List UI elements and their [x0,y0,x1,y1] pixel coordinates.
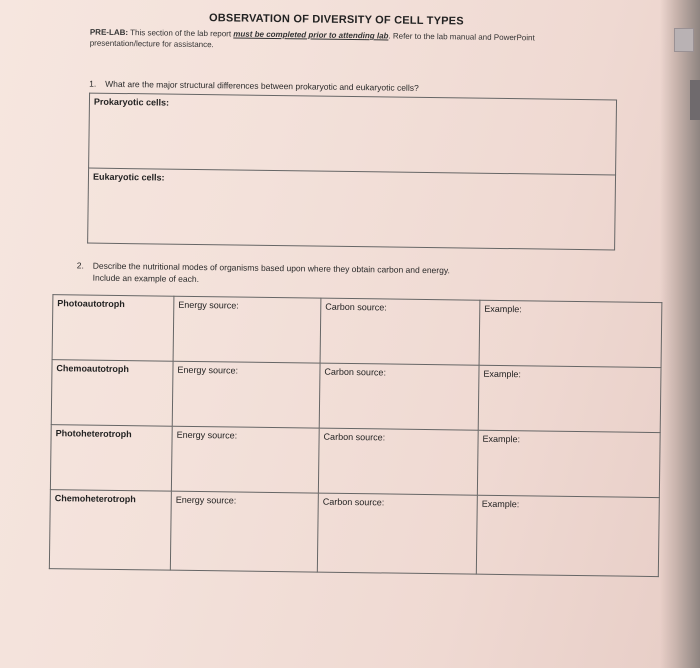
example-cell[interactable] [478,365,661,432]
eukaryotic-answer-cell[interactable] [88,168,616,250]
mode-label: Chemoheterotroph [49,490,171,571]
worksheet-title: OBSERVATION OF DIVERSITY OF CELL TYPES [208,12,464,28]
energy-source-cell[interactable] [170,491,318,572]
table-row [49,490,659,577]
carbon-source-cell[interactable] [317,493,477,574]
table-row [89,93,617,175]
question-number: 2. [76,260,84,271]
mode-label: Photoheterotroph [50,425,172,492]
prelab-text-end: . Refer to the lab manual and PowerPoint presentation/lecture for assistance. [89,31,535,50]
example-label: Example: [481,498,520,510]
carbon-source-cell[interactable] [319,363,479,430]
question-1-table [87,93,617,251]
energy-source-label: Energy source: [175,494,237,506]
mode-label: Chemoautotroph [51,360,173,427]
energy-source-label: Energy source: [178,299,239,311]
example-label: Example: [482,433,521,445]
carbon-source-label: Carbon source: [324,366,387,378]
row-label: Eukaryotic cells: [92,171,165,183]
question-text-continued: Include an example of each. [92,272,200,285]
energy-source-cell[interactable] [173,296,321,363]
prelab-emphasis: must be completed prior to attending lab [233,29,389,41]
energy-source-cell[interactable] [172,361,320,428]
row-label: Prokaryotic cells: [93,96,170,108]
energy-source-label: Energy source: [177,364,239,376]
table-row [52,295,662,368]
example-cell[interactable] [476,495,659,576]
carbon-source-label: Carbon source: [325,301,387,313]
energy-source-label: Energy source: [176,429,238,441]
carbon-source-label: Carbon source: [322,496,385,508]
carbon-source-label: Carbon source: [323,431,386,443]
table-row [51,360,661,433]
question-2 [77,259,617,290]
example-label: Example: [483,368,522,380]
prelab-text: This section of the lab report [128,28,234,39]
example-cell[interactable] [477,430,660,497]
prelab-label: PRE-LAB: [89,27,129,38]
energy-source-cell[interactable] [171,426,319,493]
table-row [50,425,660,498]
nutritional-modes-table [49,294,663,577]
question-text: What are the major structural differences between prokaryotic and eukaryotic cells? [105,78,419,93]
question-number: 1. [89,78,97,89]
prelab-instructions [90,27,570,55]
question-text: Describe the nutritional modes of organisms based upon where they obtain carbon and energy. [92,260,450,276]
mode-label: Photoautotroph [52,295,174,362]
table-row [88,168,616,250]
carbon-source-cell[interactable] [318,428,478,495]
prokaryotic-answer-cell[interactable] [89,93,617,175]
example-label: Example: [484,303,522,315]
carbon-source-cell[interactable] [320,298,480,365]
example-cell[interactable] [479,300,662,367]
